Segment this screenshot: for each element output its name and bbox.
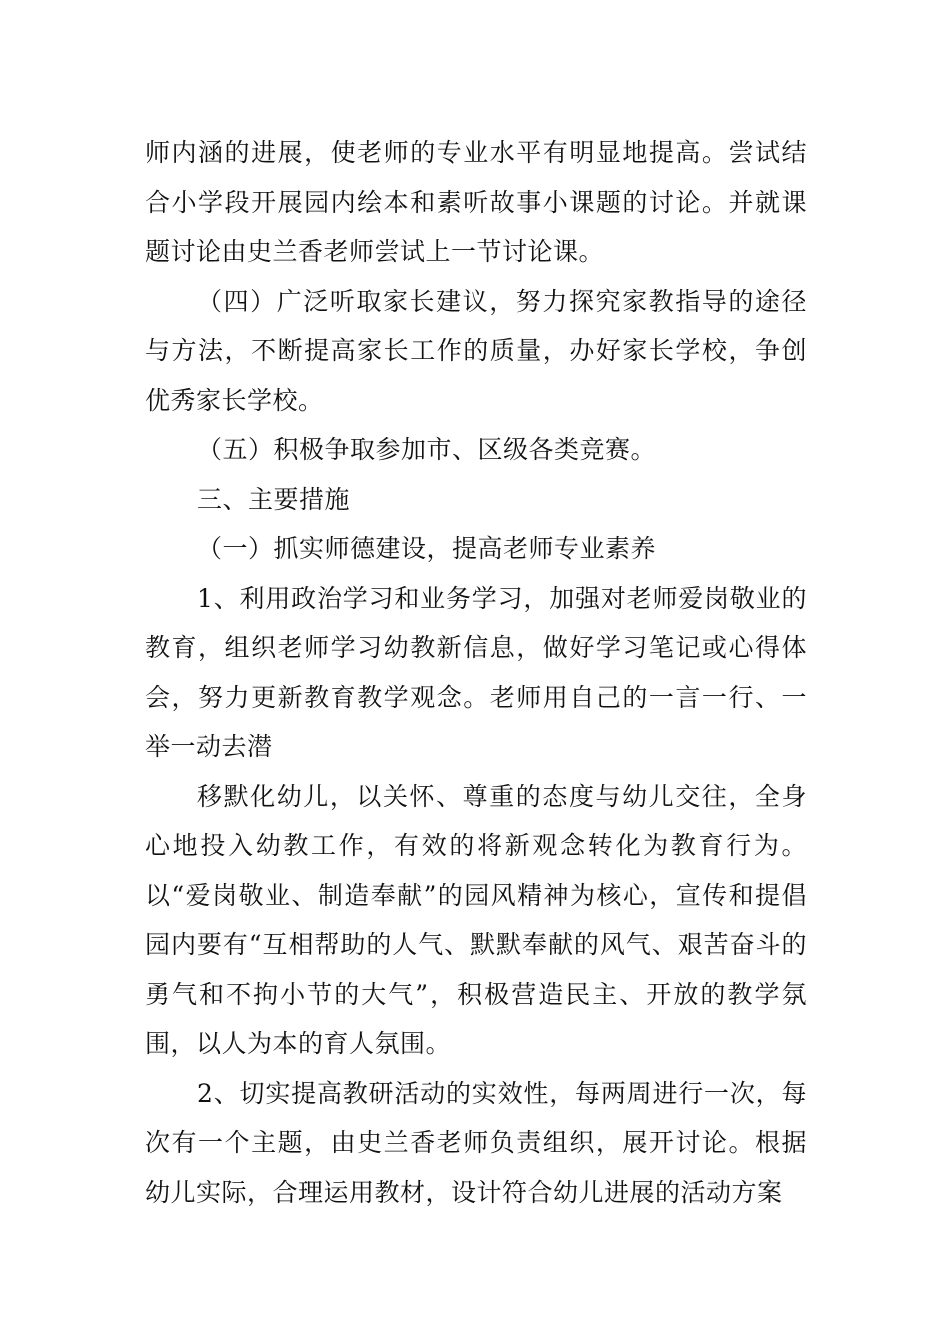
document-body [145,128,807,1217]
paragraph-measure-two: 2、切实提高教研活动的实效性，每两周进行一次，每次有一个主题，由史兰香老师负责组织，展开讨论。根据幼儿实际，合理运用教材，设计符合幼儿进展的活动方案 [145,1078,807,1207]
section-heading-main-measures: 三、主要措施 [197,484,351,514]
paragraph-measure-one: 1、利用政治学习和业务学习，加强对老师爱岗敬业的教育，组织老师学习幼教新信息，做好学习笔记或心得体会，努力更新教育教学观念。老师用自己的一言一行、一举一动去潜 [145,583,807,761]
paragraph-measure-one-continued: 移默化幼儿，以关怀、尊重的态度与幼儿交往，全身心地投入幼教工作，有效的将新观念转化为教育行为。以“爱岗敬业、制造奉献”的园风精神为核心，宣传和提倡园内要有“互相帮助的人气、默默奉献的风气、艰苦奋斗的勇气和不拘小节的大气”，积极营造民主、开放的教学氛围，以人为本的育人氛围。 [145,781,807,1058]
paragraph-item-five: （五）积极争取参加市、区级各类竞赛。 [197,435,657,464]
paragraph-item-four: （四）广泛听取家长建议，努力探究家教指导的途径与方法，不断提高家长工作的质量，办好家长学校，争创优秀家长学校。 [145,286,807,415]
paragraph-continued: 师内涵的进展，使老师的专业水平有明显地提高。尝试结合小学段开展园内绘本和素听故事小课题的讨论。并就课题讨论由史兰香老师尝试上一节讨论课。 [145,138,807,266]
subheading-teacher-ethics: （一）抓实师德建设，提高老师专业素养 [197,534,657,563]
